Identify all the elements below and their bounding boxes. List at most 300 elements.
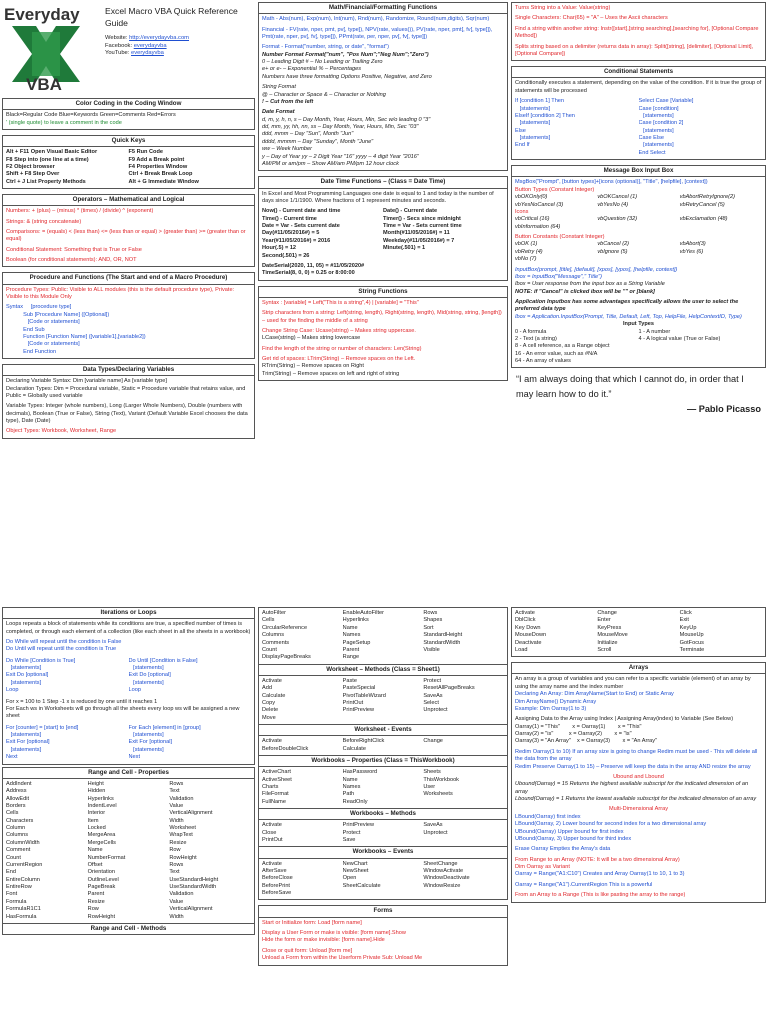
facebook-link[interactable]: everydayvba [133, 42, 167, 49]
event-item: Enter [597, 617, 611, 624]
datetime-item: Second(.501) = 26 [262, 252, 310, 259]
property-item: WrapText [169, 832, 193, 839]
text-line: Syntax : [variable] = Left("This is a string",4) | [variable] = "This" [262, 299, 419, 306]
property-item: HasPassword [342, 769, 378, 776]
text-line: Next [128, 754, 141, 761]
text-line: Object Types: Workbook, Worksheet, Range [6, 428, 117, 435]
datetime-item: Date() - Current date [383, 208, 438, 215]
property-item: Count [262, 646, 277, 653]
property-item: EntireRow [6, 884, 32, 890]
text-line: ww – Week Number [262, 146, 312, 153]
text-line: [statements] [128, 665, 164, 672]
text-line: Exit For [optional] [6, 739, 50, 746]
text-line: Redim Preserve Oarray(1 to 15) – Preserve will keep the data in the array AND resize the array [515, 763, 751, 770]
section-title: String Functions [259, 287, 507, 298]
property-item: Text [169, 788, 180, 795]
text-line: End Select [638, 149, 666, 156]
arrays-section [511, 662, 766, 902]
text-line: [statements] [6, 746, 42, 753]
property-item: Hyperlinks [342, 617, 369, 624]
text-line: An array is a group of variables and you can refer to a specific variable (element) of an array by using the array name and the index number [515, 676, 751, 690]
arrays-body [512, 674, 765, 901]
text-line: Procedure Types: Public: Visible to ALL modules (this is the default procedure type), Private: Visible to this Module Only [6, 286, 235, 300]
property-item: Offset [87, 861, 103, 868]
property-item: Parent [342, 646, 360, 653]
property-item: Interior [87, 810, 106, 817]
method-item: SaveAs [423, 822, 443, 829]
text-line: [Code or statements] [6, 341, 80, 348]
property-item: Name [342, 624, 358, 631]
quick-key-item: Ctrl + J List Property Methods [6, 178, 86, 185]
button-type: vbYesNoCancel (3) [515, 201, 564, 208]
text-line: From an Array to a Range (This is like pasting the array to the range) [515, 892, 686, 899]
text-line: Get rid of spaces: LTrim(String) – Remove spaces on the Left. [262, 356, 416, 363]
event-item: Exit [679, 617, 689, 624]
text-line: ddd, mmm – Day "Sun", Month "Jun" [262, 131, 354, 138]
msgbox-section [511, 165, 766, 368]
text-line: Button Types (Constant Integer) [515, 186, 595, 193]
operators-body [3, 206, 254, 266]
method-item: PivotTableWizard [342, 692, 386, 699]
quick-key-item: Shift + F8 Step Over [6, 171, 60, 178]
event-item: AfterSave [262, 867, 287, 874]
text-line: Erase Oarray Empties the Array's data [515, 846, 611, 853]
event-item: GotFocus [679, 639, 704, 646]
method-item: PrintOut [262, 837, 283, 843]
text-line: Case [condition] [638, 105, 679, 112]
text-line: Function [Function Name] ([variable1],[variable2]) [6, 333, 146, 340]
property-item: Hidden [87, 788, 106, 795]
method-item: Paste [342, 677, 357, 684]
input-type [639, 343, 763, 350]
text-line: Variable Types: Integer (whole numbers), Long (Larger Whole Numbers), Double (numbers with decimals), Boolean (True or False), String (Text), Variant (Default Variable Excel chooses the data type), Date (Date) [6, 403, 248, 425]
property-item: Text [169, 869, 180, 876]
datatypes-body [3, 376, 254, 438]
property-item: AddIndent [6, 780, 32, 787]
property-item: Orientation [87, 869, 116, 876]
button-constant: vbYes (6) [679, 248, 704, 255]
text-line: End Function [6, 348, 57, 355]
property-item: FullName [262, 798, 286, 805]
section-title: Iterations or Loops [3, 608, 254, 619]
event-item: Calculate [342, 745, 366, 752]
text-line: [statements] [638, 142, 674, 149]
datetime-intro: In Excel and Most Programming Languages one date is equal to 1 and today is the number of days since 1/1/1900. Where fractions of 1 represent minutes and seconds. [262, 190, 494, 204]
event-item: BeforeClose [262, 875, 293, 882]
text-line: Oarray = Range("A1:C10") Creates and Array Oarray(1 to 10, 1 to 3) [515, 871, 685, 878]
datetime-item: Minute(.501) = 1 [383, 245, 426, 252]
procedures-body [3, 285, 254, 358]
text-line: 0 – Leading Digit # – No Leading or Trailing Zero [262, 59, 383, 66]
property-item: Charts [262, 783, 279, 790]
event-item: Activate [262, 738, 282, 745]
property-item: Columns [262, 632, 285, 639]
text-line: RTrim(String) – Remove spaces on Right [262, 363, 364, 370]
property-item: ThisWorkbook [423, 776, 459, 783]
event-item: Initialize [597, 639, 618, 646]
text-line: e+ or e- – Exponential % – Percentages [262, 66, 362, 73]
text-line: Dim Oarray as Variant [515, 864, 570, 871]
property-item: MergeArea [87, 832, 116, 839]
website-label: Website: [105, 35, 128, 42]
text-line: Single Characters: Char(65) = "A" – Uses the Ascii characters [515, 15, 668, 22]
event-item: MouseMove [597, 632, 628, 639]
text-line: Unload a Form from within the Userform Private Sub: Unload Me [262, 955, 423, 962]
event-item: Click [679, 610, 692, 616]
event-item: Open [342, 875, 357, 882]
text-line: Display a User Form or make is visible: [form name].Show [262, 930, 406, 936]
icon-type: vbQuestion (32) [597, 216, 638, 223]
text-line: Multi-Dimensional Array [608, 806, 669, 813]
property-item: AutoFilter [262, 610, 286, 616]
property-item: UseStandardWidth [169, 884, 217, 890]
event-item: Load [515, 646, 528, 653]
property-item: CurrentRegion [6, 861, 43, 868]
property-item: PageBreak [87, 884, 116, 890]
text-line: Exit Do [optional] [6, 672, 49, 679]
event-item: Terminate [679, 646, 705, 653]
text-line: [statements] [515, 120, 551, 127]
property-item: RowHeight [87, 913, 116, 920]
text-line: For Each [element] in [group] [128, 724, 201, 731]
section-title: Operators – Mathematical and Logical [3, 195, 254, 206]
math-section [258, 2, 508, 171]
property-item: Width [169, 913, 184, 920]
text-line: Date Format [262, 109, 295, 116]
property-item: Sheets [423, 769, 441, 776]
range-props-grid [3, 779, 254, 923]
page-title: Excel Macro VBA Quick Reference Guide [105, 6, 238, 28]
event-item: Deactivate [515, 639, 542, 646]
msgbox-body [512, 177, 765, 367]
datetime-grid [262, 208, 504, 260]
event-item: NewSheet [342, 867, 369, 874]
text-line: [statements] [128, 746, 164, 753]
text-line: d, m, y, h, n, s – Day Month, Year, Hours, Min, Sec w/o leading 0 "3" [262, 116, 431, 123]
text-line: Loop [128, 687, 141, 694]
event-item: KeyUp [679, 624, 697, 631]
input-type: 4 - A logical value (True or False) [638, 335, 721, 342]
text-line: Ubound(Oarray) = 15 Returns the highest available subscript for the indicated dimension of an array [515, 781, 749, 795]
property-item: StandardHeight [423, 632, 463, 639]
event-item: BeforeRightClick [342, 738, 385, 745]
button-constant [680, 256, 762, 263]
property-item: Name [342, 776, 358, 783]
icon-type [680, 224, 762, 231]
property-item: VerticalAlignment [169, 810, 213, 817]
event-item: Change [597, 610, 617, 616]
property-item: Cells [6, 810, 19, 817]
text-line: Application Inputbox has some advantages specifically allows the user to select the preferred data type [515, 299, 739, 313]
button-constant: vbAbort(3) [679, 241, 706, 248]
datetime-item: Timer() - Secs since midnight [383, 215, 461, 222]
property-item: Name [87, 847, 103, 854]
datetime-item [383, 253, 504, 260]
text-line: For x = 100 to 1 Step -1 x is reduced by one until it reaches 1 [6, 698, 158, 705]
datetime-item: Year(#11/05/2016#) = 2016 [262, 237, 331, 244]
property-item: Row [87, 906, 99, 913]
section-title: Arrays [512, 663, 765, 674]
quick-key-item: F2 Object browser [6, 163, 55, 170]
event-item: WindowActivate [423, 867, 464, 874]
form-events-section [511, 607, 766, 657]
property-item: Worksheet [169, 825, 196, 831]
property-item: Formula [6, 898, 27, 905]
input-type [639, 351, 763, 358]
property-item: PageSetup [342, 639, 371, 646]
button-constant [597, 256, 679, 263]
text-line: Ubound and Lbound [613, 773, 664, 780]
text-line: Declaring An Array: Dim ArrayName(Start to End) or Static Array [515, 691, 674, 698]
youtube-label: YouTube: [105, 50, 130, 57]
text-line: String Format [262, 84, 296, 91]
logo-word-top: Everyday [4, 5, 80, 24]
property-item: Cells [262, 617, 275, 624]
property-item: Font [6, 891, 18, 898]
property-item: Width [169, 817, 184, 824]
text-line: AM/PM or am/pm – Show AM/am PM/pm 12 hour clock [262, 160, 399, 167]
property-item: Column [6, 825, 26, 831]
event-item: BeforeDoubleClick [262, 745, 309, 752]
text-line: Loops repeats a block of statements while its conditions are true, a specified number of times is completed, or through each element of a collection (like each sheet in all the sheets in a workbook) [6, 621, 251, 635]
property-item: Comment [6, 847, 31, 854]
property-item: Count [6, 854, 21, 861]
property-item: HasFormula [6, 913, 37, 920]
section-title: Message Box Input Box [512, 166, 765, 177]
property-item: ReadOnly [342, 798, 368, 805]
facebook-label: Facebook: [105, 42, 133, 49]
button-constant: vbCancel (2) [597, 241, 630, 248]
property-item: Comments [262, 639, 290, 646]
icon-type: vbCritical (16) [515, 216, 550, 223]
text-line: Math - Abs(num), Exp(num), Int(num), Rnd(num), Randomize, Round(num,digits), Sqr(num) [262, 16, 490, 23]
property-item: Height [87, 780, 104, 787]
button-constant: vbNo (7) [515, 256, 537, 263]
quick-key-item: Alt + F11 Open Visual Basic Editor [6, 149, 98, 156]
property-item: FormulaR1C1 [6, 906, 41, 913]
event-item: Activate [515, 610, 535, 616]
forms-section [258, 905, 508, 965]
event-item: MouseUp [679, 632, 704, 639]
property-item: Sort [423, 624, 434, 631]
property-item: Validation [169, 795, 194, 802]
property-item: EntireColumn [6, 876, 40, 883]
property-item: DisplayPageBreaks [262, 654, 311, 661]
text-line: For Each ws in Worksheets will go through all the sheets every loop ws will be assigned a new sheet [6, 705, 240, 720]
text-line: Ibox = Application.InputBox(Prompt, Title, Default, Left, Top, HelpFile, HelpContextID, Type) [515, 313, 742, 320]
event-item: SheetCalculate [342, 882, 381, 889]
event-item: Change [423, 738, 443, 745]
property-item: Names [342, 783, 361, 790]
method-item: PrintPreview [342, 707, 375, 714]
property-item: Rows [423, 610, 438, 616]
text-line: [statements] [6, 732, 42, 739]
quick-key-item: F5 Run Code [128, 149, 163, 156]
procedures-section [2, 272, 255, 359]
property-item: NumberFormat [87, 854, 126, 861]
section-title: Range and Cell - Methods [3, 923, 254, 934]
icon-type [597, 224, 679, 231]
method-item: Activate [262, 677, 282, 684]
method-item: Add [262, 685, 272, 692]
method-item: Save [342, 837, 356, 843]
text-line: Close or quit form: Unload [form me] [262, 947, 353, 954]
text-line: Format - Format("number, string, or date", "format") [262, 44, 389, 51]
input-type: 0 - A formula [515, 328, 547, 335]
property-item: Parent [87, 891, 105, 898]
section-title: Quick Keys [3, 136, 254, 147]
if-syntax [515, 98, 639, 157]
section-title: Workbooks – Methods [259, 808, 507, 820]
method-item: Select [423, 699, 439, 706]
property-item: MergeCells [87, 839, 116, 846]
property-item: Resize [87, 898, 105, 905]
method-item: Activate [262, 822, 282, 829]
input-type [639, 358, 763, 365]
text-line: Example: Dim Oarray(1 to 3) [515, 705, 587, 712]
section-title: Workbooks – Events [259, 846, 507, 858]
text-line: Ibox = User response from the input box as a String Variable [515, 281, 665, 288]
property-item: OutlineLevel [87, 876, 119, 883]
property-item: Locked [87, 825, 106, 831]
text-line: [statements] [515, 135, 551, 142]
string-functions-continued [511, 2, 766, 61]
website-link[interactable]: http://everydayvba.com [129, 35, 190, 42]
method-item: Move [262, 714, 276, 721]
text-line: ! – Cut from the left [262, 98, 314, 105]
comment-hint: ' (single quote) to leave a comment in the code [6, 119, 122, 126]
text-line: Do Until [Condition is False] [128, 657, 198, 664]
property-item: Rows [169, 780, 184, 787]
math-body [259, 14, 507, 170]
button-constant: vbOK (1) [515, 241, 538, 248]
youtube-link[interactable]: everydayvba [131, 50, 164, 57]
text-line: dddd, mmmm – Day "Sunday", Month "June" [262, 138, 374, 145]
property-item: Validation [169, 891, 194, 898]
quote-text: “I am always doing that which I cannot do, in order that I may learn how to do it.” [516, 374, 744, 400]
property-item [423, 799, 504, 806]
property-item: VerticalAlignment [169, 906, 213, 913]
method-item: Unprotect [423, 829, 448, 836]
text-line: Syntax [procedure type] [6, 304, 72, 311]
text-line: [Code or statements] [6, 319, 80, 326]
strings-body [259, 298, 507, 380]
column-right-bottom [511, 607, 766, 1024]
method-item: Close [262, 829, 277, 836]
text-line: Turns String into a Value: Value(string) [515, 5, 611, 11]
quick-key-item: F4 Properties Window [128, 163, 188, 170]
color-coding-section [2, 98, 255, 130]
column-left-top [2, 2, 255, 567]
property-item: ColumnWidth [6, 839, 40, 846]
text-line: Next [6, 754, 18, 761]
text-line: [statements] [6, 679, 42, 686]
column-middle-bottom [258, 607, 508, 1024]
text-line: Input Types [623, 321, 654, 328]
property-item: ActiveSheet [262, 776, 292, 783]
text-line: From Range to an Array (NOTE: It will be a two dimensional Array) [515, 856, 680, 863]
input-type: 1 - A number [638, 328, 671, 335]
button-constant: vbRetry (4) [515, 248, 543, 255]
method-item: ResetAllPageBreaks [423, 685, 475, 692]
text-line: y – Day of Year yy – 2 Digit Year "16" yyyy – 4 digit Year "2016" [262, 153, 419, 160]
quick-key-item: Alt + G Immediate Window [128, 178, 199, 185]
method-item: Unprotect [423, 707, 448, 714]
section-title: Procedure and Functions (The Start and end of a Macro Procedure) [3, 273, 254, 284]
section-title: Forms [259, 906, 507, 917]
loops-section [2, 607, 255, 765]
property-item: StandardWidth [423, 639, 461, 646]
property-item: Value [169, 802, 184, 809]
event-item: BeforeSave [262, 890, 292, 897]
text-line: Change String Case: Ucase(string) – Makes string uppercase. [262, 327, 416, 334]
text-line: Oarray = Range("A1").CurrentRegion This is a powerful [515, 881, 653, 888]
text-line: Splits string based on a delimiter (returns data in array): Split([string], [delimiter], [Optional Limit],[Optional Compare]) [515, 43, 754, 57]
text-line: Assigning Data to the Array using Index | Assigning Array(index) to Variable (See Below) [515, 716, 734, 723]
datetime-serial [262, 263, 504, 278]
button-type: vbYesNo (4) [597, 201, 629, 208]
color-legend: Black=Regular Code Blue=Keywords Green=Comments Red=Errors [6, 112, 176, 119]
event-item: MouseDown [515, 632, 547, 639]
property-item: Hyperlinks [87, 795, 114, 802]
datetime-item: Date = Var - Sets current date [262, 223, 340, 229]
text-line: Comparisons: = (equals) < (less than) <= (less than or equal) > (greater than) >= (greater than or equal) [6, 228, 246, 243]
property-item: Path [342, 791, 355, 798]
button-constant: vbIgnore (5) [597, 248, 628, 255]
datetime-section [258, 176, 508, 280]
property-item: Worksheets [423, 791, 453, 798]
property-item: EnableAutoFilter [342, 610, 385, 616]
text-line: Exit For [optional] [128, 739, 173, 746]
event-item: WindowResize [423, 882, 461, 889]
input-type: 64 - An array of values [515, 358, 571, 364]
select-case-syntax [639, 98, 763, 157]
section-title: Range and Cell - Properties [3, 768, 254, 779]
text-line: NOTE: if "Cancel" is clicked ibox will be "" or [blank] [515, 288, 655, 295]
datetime-item: Month(#11/05/2016#) = 11 [383, 230, 450, 237]
text-line: Number Format Format("num", "Pos Num";"Neg Num";"Zero") [262, 51, 429, 58]
property-item: Value [169, 898, 184, 905]
text-line: LBound(Oarray) first index [515, 813, 581, 820]
text-line: Trim(String) – Remove spaces on left and right of string [262, 370, 400, 377]
text-line: [statements] [128, 679, 164, 686]
method-item: Protect [342, 829, 361, 836]
text-line: Lbound(Oarray) = 1 Returns the lowest available subscript for the indicated dimension of an array [515, 796, 757, 803]
text-line: End Sub [6, 326, 45, 333]
header-block [2, 2, 255, 98]
property-item: Address [6, 788, 27, 795]
datetime-item: Time() - Current time [262, 215, 317, 222]
text-line: Financial - FV(rate, nper, pmt, pv[, type]), NPV(rate, values()), PV(rate, nper, pmt[, fv[, type]]), Pmt(rate, nper, pv[, fv[, type]]), PPmt(rate, per, nper, pv[, fv[, type]]) [262, 26, 493, 40]
text-line: Case [condition 2] [638, 120, 684, 127]
strings-section [258, 286, 508, 382]
event-item [343, 890, 424, 897]
datetime-item: Now() - Current date and time [262, 208, 341, 215]
text-line: [statements] [128, 732, 164, 739]
property-item: AllowEdit [6, 795, 30, 802]
property-item: User [423, 783, 436, 790]
text-line: [statements] [515, 105, 551, 112]
text-line: TimeSerial(8, 0, 0) = 0.25 or 8:00:00 [262, 270, 355, 277]
event-item: KeyPress [597, 624, 622, 631]
property-item: Columns [6, 832, 29, 839]
section-title: Workbooks – Properties (Class = ThisWorkbook) [259, 755, 507, 767]
quote [511, 368, 766, 420]
quick-key-item: F9 Add a Break point [128, 156, 185, 163]
text-line: LBound(Oarray, 2) Lower bound for second index for a two dimensional array [515, 821, 707, 828]
text-line: Numbers: + (plus) – (minus) * (times) / (divide) ^ (exponent) [6, 208, 154, 215]
method-item: PrintPreview [342, 822, 375, 829]
